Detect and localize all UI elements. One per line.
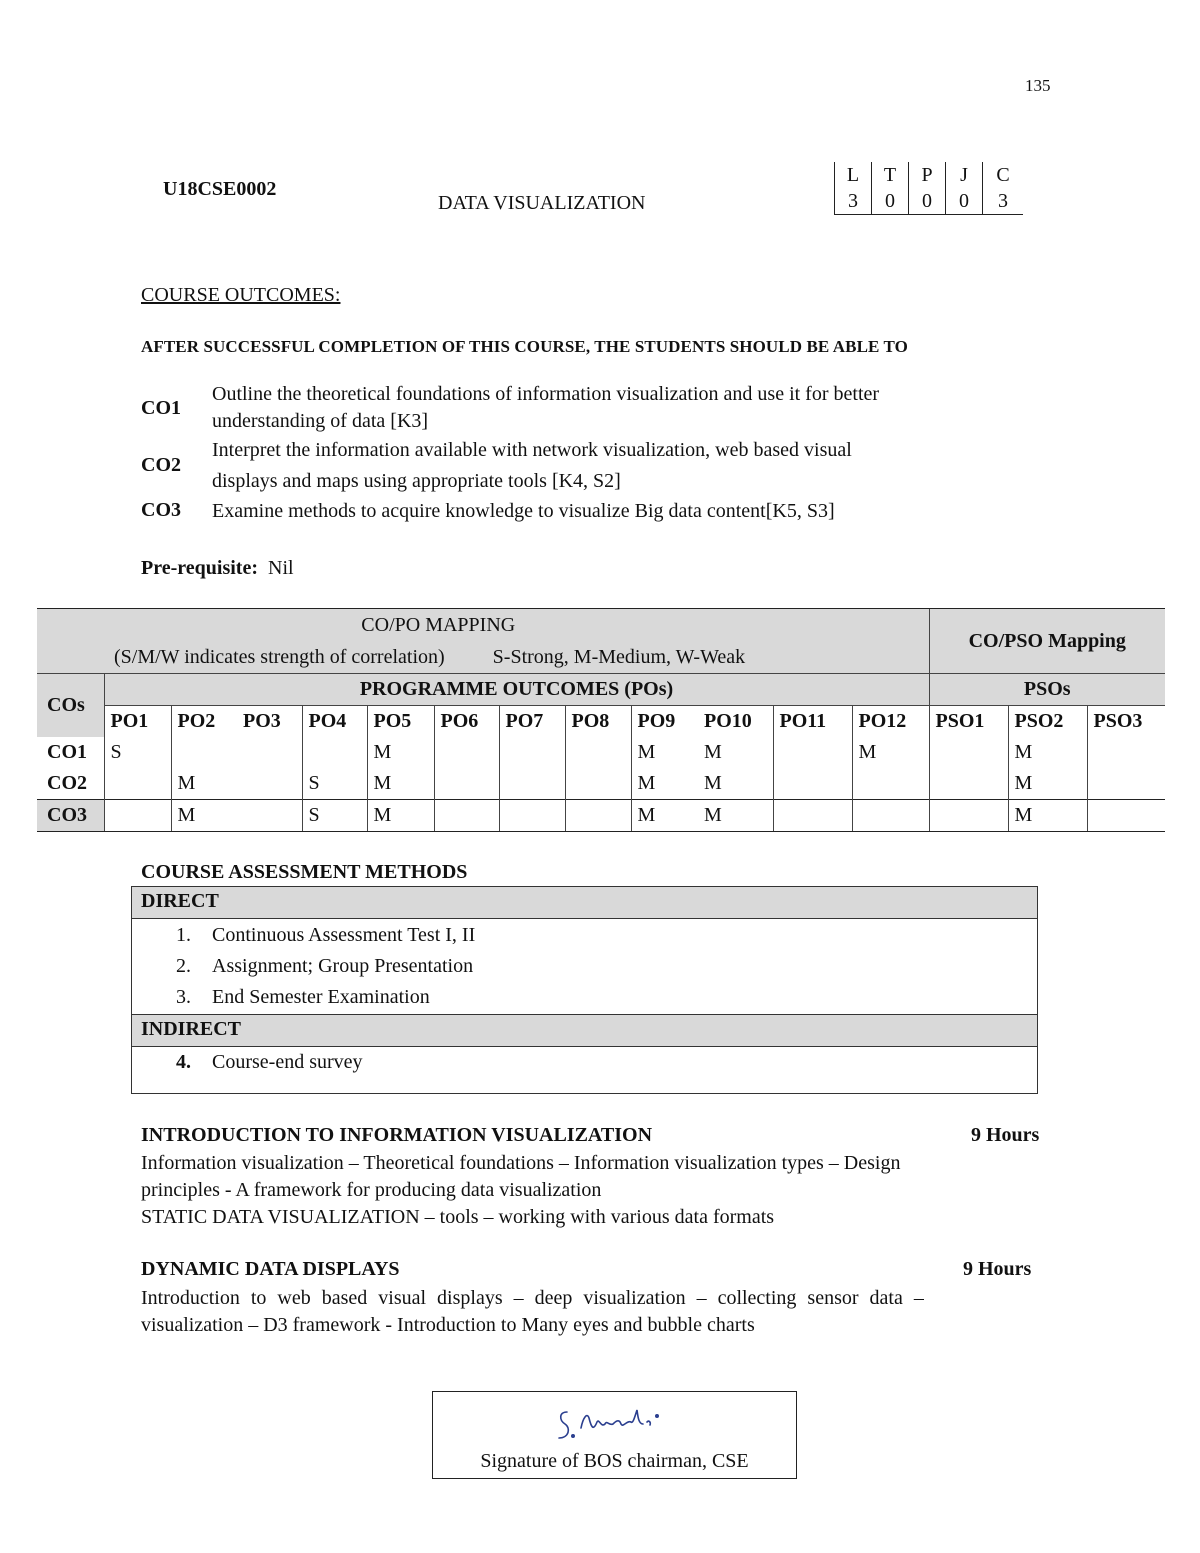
table-cell <box>1087 800 1165 832</box>
indirect-label: INDIRECT <box>141 1018 242 1040</box>
table-cell <box>302 737 367 768</box>
unit-title: INTRODUCTION TO INFORMATION VISUALIZATION <box>141 1124 653 1146</box>
table-cell: M <box>367 737 434 768</box>
table-cell <box>237 768 302 800</box>
column-header: PO6 <box>434 706 499 738</box>
table-cell <box>773 768 852 800</box>
unit-content-line: Information visualization – Theoretical foundations – Information visualization types – Design <box>141 1152 901 1174</box>
table-cell: S <box>104 737 171 768</box>
ltpjc-value: 0 <box>946 188 983 215</box>
mapping-title-row <box>37 609 1165 674</box>
unit-content-line: visualization – D3 framework - Introduction to Many eyes and bubble charts <box>141 1314 755 1336</box>
direct-band <box>132 887 1037 919</box>
column-header: PO3 <box>237 706 302 738</box>
table-cell: M <box>704 772 722 794</box>
ltpjc-header: P <box>909 162 946 188</box>
list-item-number: 1. <box>176 924 191 946</box>
ltpjc-header: C <box>983 162 1024 188</box>
table-cell <box>852 800 929 832</box>
list-item: End Semester Examination <box>212 986 430 1008</box>
table-cell: M <box>1008 768 1087 800</box>
course-code: U18CSE0002 <box>163 178 277 200</box>
direct-label: DIRECT <box>141 890 219 912</box>
row-co-id: CO3 <box>37 800 104 832</box>
column-header: PO11 <box>773 706 852 738</box>
table-cell <box>1087 737 1165 768</box>
table-cell: M <box>631 737 698 768</box>
co-description <box>212 381 1032 435</box>
column-header: PO7 <box>499 706 565 738</box>
list-item-number: 4. <box>176 1051 191 1073</box>
co-description-line: Examine methods to acquire knowledge to visualize Big data content[K5, S3] <box>212 500 835 522</box>
table-cell <box>1087 768 1165 800</box>
column-header: PSO2 <box>1008 706 1087 738</box>
row-co-id: CO2 <box>47 772 87 794</box>
table-cell <box>773 800 852 832</box>
page-number: 135 <box>1025 76 1051 95</box>
unit-title: DYNAMIC DATA DISPLAYS <box>141 1258 400 1280</box>
table-cell <box>929 737 1008 768</box>
table-cell <box>929 768 1008 800</box>
ltpjc-value: 0 <box>872 188 909 215</box>
po-group-header: PROGRAMME OUTCOMES (POs) <box>104 674 929 706</box>
co-description-line: understanding of data [K3] <box>212 410 429 432</box>
prerequisite-label: Pre-requisite: <box>141 557 259 579</box>
table-cell <box>434 737 499 768</box>
unit-hours: 9 Hours <box>963 1258 1032 1280</box>
co-description <box>212 435 1032 497</box>
ltpjc-header: T <box>872 162 909 188</box>
co-id: CO2 <box>141 454 181 476</box>
column-header: PSO1 <box>929 706 1008 738</box>
table-cell: S <box>302 800 367 832</box>
column-header: PO9 <box>631 706 698 738</box>
ltpjc-table <box>834 162 1023 215</box>
co-description-line: Interpret the information available with network visualization, web based visual <box>212 439 852 461</box>
unit-content-line: STATIC DATA VISUALIZATION – tools – working with various data formats <box>141 1206 775 1228</box>
table-cell: M <box>367 800 434 832</box>
table-cell: M <box>852 737 929 768</box>
unit-hours: 9 Hours <box>971 1124 1040 1146</box>
table-cell <box>565 737 631 768</box>
table-cell: M <box>367 768 434 800</box>
list-item: Continuous Assessment Test I, II <box>212 924 476 946</box>
mapping-legend-right: S-Strong, M-Medium, W-Weak <box>492 646 746 668</box>
table-cell <box>565 800 631 832</box>
column-header: PO1 <box>104 706 171 738</box>
signature-caption: Signature of BOS chairman, CSE <box>480 1450 749 1472</box>
table-cell <box>237 800 302 832</box>
table-cell <box>104 800 171 832</box>
indirect-band <box>132 1014 1037 1047</box>
co-description-line: Outline the theoretical foundations of information visualization and use it for better <box>212 383 880 405</box>
course-title: DATA VISUALIZATION <box>438 192 646 214</box>
ltpjc-header: J <box>946 162 983 188</box>
table-cell: M <box>631 768 698 800</box>
table-cell: S <box>302 768 367 800</box>
list-item-number: 3. <box>176 986 191 1008</box>
table-cell: M <box>171 768 237 800</box>
course-outcomes-heading: COURSE OUTCOMES: <box>141 284 341 306</box>
table-cell <box>499 768 565 800</box>
column-header: PO5 <box>367 706 434 738</box>
column-header: PO12 <box>852 706 929 738</box>
unit-content <box>141 1150 1061 1231</box>
co-description <box>212 498 1032 525</box>
column-header: PO4 <box>302 706 367 738</box>
mapping-title-cell <box>104 609 929 674</box>
pso-mapping-title: CO/PSO Mapping <box>929 609 1165 674</box>
unit-content <box>141 1285 1061 1339</box>
table-cell: M <box>704 741 722 763</box>
ltpjc-value: 0 <box>909 188 946 215</box>
mapping-legend <box>114 641 923 673</box>
table-cell <box>237 737 302 768</box>
table-cell: M <box>1008 800 1087 832</box>
signature-handwriting <box>553 1398 673 1446</box>
ltpjc-value: 3 <box>983 188 1024 215</box>
table-cell: M <box>698 800 773 832</box>
table-cell <box>171 737 237 768</box>
co-description-line: displays and maps using appropriate tools [K4, S2] <box>212 470 621 492</box>
assessment-heading: COURSE ASSESSMENT METHODS <box>141 861 468 883</box>
table-cell: M <box>631 800 698 832</box>
table-cell <box>565 768 631 800</box>
co-po-mapping-table <box>37 608 1165 832</box>
pso-group-header: PSOs <box>929 674 1165 706</box>
mapping-title: CO/PO MAPPING <box>361 614 516 636</box>
column-header: PSO3 <box>1087 706 1165 738</box>
co-id: CO3 <box>141 499 181 521</box>
assessment-box <box>131 886 1038 1094</box>
column-header: PO8 <box>565 706 631 738</box>
table-row <box>37 768 1165 800</box>
unit-content-line: principles - A framework for producing data visualization <box>141 1179 602 1201</box>
table-cell: M <box>1008 737 1087 768</box>
co-id: CO1 <box>141 397 181 419</box>
table-cell <box>499 800 565 832</box>
column-header-row <box>37 706 1165 738</box>
cos-header: COs <box>37 674 104 738</box>
list-item: Course-end survey <box>212 1051 363 1073</box>
table-row <box>37 737 1165 768</box>
column-header: PO10 <box>698 706 773 738</box>
list-item-number: 2. <box>176 955 191 977</box>
table-cell <box>929 800 1008 832</box>
table-cell <box>499 737 565 768</box>
ltpjc-header: L <box>835 162 872 188</box>
prerequisite-value: Nil <box>268 557 294 579</box>
unit-content-line: Introduction to web based visual displays – deep visualization – collecting sensor data – <box>141 1287 924 1309</box>
table-cell: M <box>171 800 237 832</box>
list-item: Assignment; Group Presentation <box>212 955 474 977</box>
table-cell <box>434 800 499 832</box>
table-row <box>37 800 1165 832</box>
row-co-id: CO1 <box>47 741 87 763</box>
prerequisite <box>141 557 294 580</box>
mapping-legend-left: (S/M/W indicates strength of correlation) <box>114 646 445 668</box>
table-cell <box>434 768 499 800</box>
table-cell <box>104 768 171 800</box>
signature-box <box>432 1391 797 1479</box>
table-cell <box>852 768 929 800</box>
ltpjc-value: 3 <box>835 188 872 215</box>
table-cell <box>773 737 852 768</box>
course-outcomes-intro: AFTER SUCCESSFUL COMPLETION OF THIS COURSE, THE STUDENTS SHOULD BE ABLE TO <box>141 337 908 356</box>
column-header: PO2 <box>171 706 237 738</box>
